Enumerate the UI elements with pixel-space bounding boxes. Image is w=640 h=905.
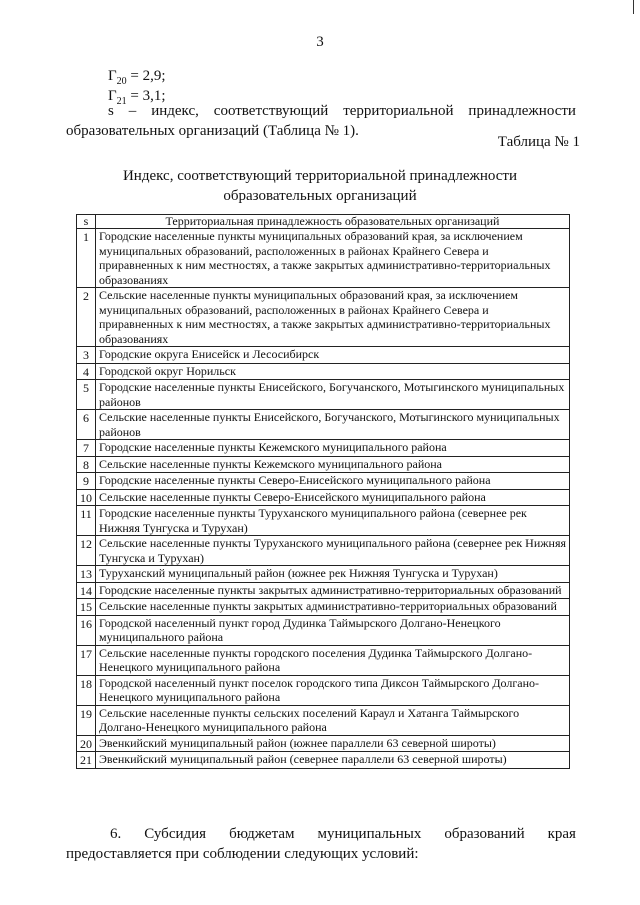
row-index: 20 — [77, 735, 96, 752]
row-territory: Сельские населенные пункты Кежемского муниципального района — [96, 456, 570, 473]
word: принадлежности — [468, 103, 576, 119]
row-territory: Городские населенные пункты Туруханского муниципального района (севернее рек Нижняя Тунгуска и Турухан) — [96, 506, 570, 536]
formula-subscript: 20 — [116, 76, 127, 87]
row-index: 18 — [77, 675, 96, 705]
row-index: 1 — [77, 229, 96, 288]
table-row — [77, 536, 570, 566]
table-row — [77, 645, 570, 675]
word: s — [108, 103, 114, 119]
header-territory: Территориальная принадлежность образовательных организаций — [96, 215, 570, 229]
row-index: 2 — [77, 288, 96, 347]
word: 6. — [110, 826, 122, 842]
table-row — [77, 489, 570, 506]
formula-symbol: Г — [108, 88, 117, 104]
row-index: 11 — [77, 506, 96, 536]
row-territory: Городские населенные пункты Енисейского, Богучанского, Мотыгинского муниципальных районов — [96, 380, 570, 410]
table-body — [77, 229, 570, 769]
formula-value: = 3,1; — [126, 88, 166, 104]
row-index: 8 — [77, 456, 96, 473]
table-caption: Таблица № 1 — [497, 134, 580, 150]
table-row — [77, 705, 570, 735]
word: бюджетам — [229, 826, 295, 842]
row-territory: Городские населенные пункты Кежемского муниципального района — [96, 440, 570, 457]
row-territory: Городские населенные пункты Северо-Енисейского муниципального района — [96, 473, 570, 490]
section-6-paragraph — [66, 824, 576, 864]
formula-value: = 2,9; — [126, 68, 166, 84]
table-row — [77, 735, 570, 752]
table-row — [77, 752, 570, 769]
table-row — [77, 566, 570, 583]
row-index: 16 — [77, 615, 96, 645]
word: индекс, — [151, 103, 199, 119]
table-row — [77, 410, 570, 440]
page-edge-mark — [633, 0, 634, 14]
row-index: 13 — [77, 566, 96, 583]
formula-subscript: 21 — [116, 96, 127, 107]
row-territory: Сельские населенные пункты Северо-Енисейского муниципального района — [96, 489, 570, 506]
table-title-line: Индекс, соответствующий территориальной принадлежности — [122, 168, 518, 184]
row-index: 3 — [77, 347, 96, 364]
s-definition-line1 — [66, 101, 576, 121]
row-territory: Городской населенный пункт поселок городского типа Диксон Таймырского Долгано-Ненецкого муниципального района — [96, 675, 570, 705]
row-index: 14 — [77, 582, 96, 599]
table-header-row — [77, 215, 570, 229]
table-row — [77, 599, 570, 616]
row-index: 21 — [77, 752, 96, 769]
table-row — [77, 615, 570, 645]
row-index: 17 — [77, 645, 96, 675]
section-6-line1 — [66, 824, 576, 844]
row-territory: Городские населенные пункты муниципальных образований края, за исключением муниципальных образований, расположенных в районах Крайнего Севера и приравненных к ним местностях, а также закрытых административно-территориальных образованиях — [96, 229, 570, 288]
table-row — [77, 473, 570, 490]
row-territory: Эвенкийский муниципальный район (севернее параллели 63 северной широты) — [96, 752, 570, 769]
table-row — [77, 456, 570, 473]
formula-symbol: Г — [108, 68, 117, 84]
page-number: 3 — [316, 34, 324, 50]
word: муниципальных — [317, 826, 422, 842]
row-territory: Туруханский муниципальный район (южнее рек Нижняя Тунгуска и Турухан) — [96, 566, 570, 583]
word: территориальной — [343, 103, 454, 119]
row-index: 10 — [77, 489, 96, 506]
row-index: 5 — [77, 380, 96, 410]
row-index: 9 — [77, 473, 96, 490]
s-definition-line2: образовательных организаций (Таблица № 1). — [66, 123, 359, 139]
row-territory: Эвенкийский муниципальный район (южнее параллели 63 северной широты) — [96, 735, 570, 752]
table-row — [77, 582, 570, 599]
row-territory: Сельские населенные пункты городского поселения Дудинка Таймырского Долгано-Ненецкого муниципального района — [96, 645, 570, 675]
word: образований — [444, 826, 525, 842]
row-index: 4 — [77, 363, 96, 380]
index-table — [76, 214, 570, 769]
word: Субсидия — [144, 826, 207, 842]
row-index: 19 — [77, 705, 96, 735]
row-index: 7 — [77, 440, 96, 457]
word: соответствующий — [213, 103, 329, 119]
table-title-line: образовательных организаций — [223, 188, 417, 204]
section-6-line2: предоставляется при соблюдении следующих условий: — [66, 846, 419, 862]
row-territory: Городские населенные пункты закрытых административно-территориальных образований — [96, 582, 570, 599]
header-s: s — [77, 215, 96, 229]
row-territory: Сельские населенные пункты сельских поселений Караул и Хатанга Таймырского Долгано-Ненецкого муниципального района — [96, 705, 570, 735]
row-territory: Городские округа Енисейск и Лесосибирск — [96, 347, 570, 364]
table-row — [77, 675, 570, 705]
table-row — [77, 506, 570, 536]
row-index: 12 — [77, 536, 96, 566]
table-title — [0, 166, 640, 206]
row-index: 6 — [77, 410, 96, 440]
row-territory: Сельские населенные пункты Енисейского, Богучанского, Мотыгинского муниципальных районов — [96, 410, 570, 440]
table-row — [77, 363, 570, 380]
table-row — [77, 440, 570, 457]
row-index: 15 — [77, 599, 96, 616]
table-row — [77, 380, 570, 410]
row-territory: Сельские населенные пункты муниципальных образований края, за исключением муниципальных образований, расположенных в районах Крайнего Севера и приравненных к ним местностях, а также закрытых административно-территориальных образованиях — [96, 288, 570, 347]
word: края — [547, 826, 576, 842]
row-territory: Сельские населенные пункты закрытых административно-территориальных образований — [96, 599, 570, 616]
formula-g20 — [108, 68, 166, 87]
row-territory: Сельские населенные пункты Туруханского муниципального района (севернее рек Нижняя Тунгуска и Турухан) — [96, 536, 570, 566]
row-territory: Городской населенный пункт город Дудинка Таймырского Долгано-Ненецкого муниципального района — [96, 615, 570, 645]
table-row — [77, 288, 570, 347]
row-territory: Городской округ Норильск — [96, 363, 570, 380]
table-row — [77, 347, 570, 364]
word: – — [128, 103, 137, 119]
table-row — [77, 229, 570, 288]
